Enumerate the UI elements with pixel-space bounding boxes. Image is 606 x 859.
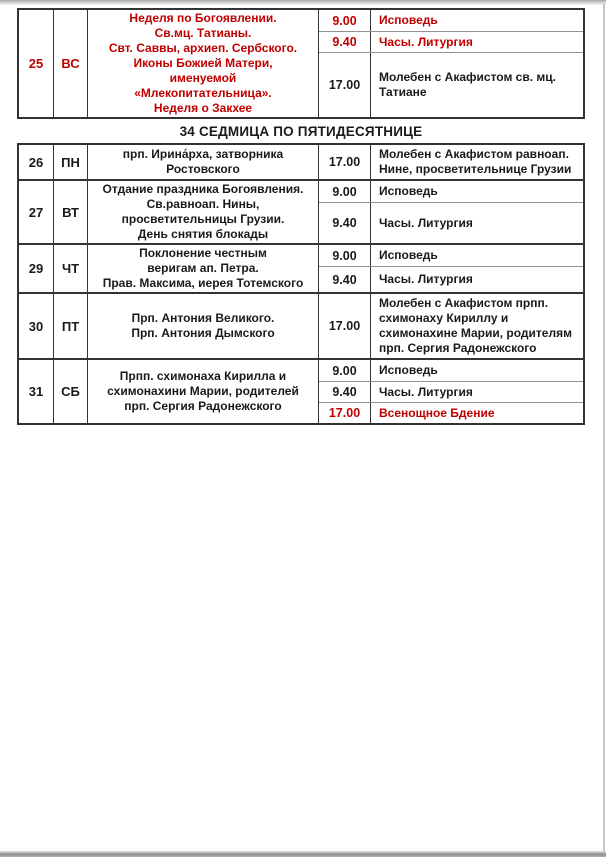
day-row <box>19 243 583 292</box>
service-row <box>319 360 583 381</box>
service-row <box>319 181 583 202</box>
service-name-cell: Молебен с Акафистом прпп. схимонаху Кириллу и схимонахине Марии, родителям прп. Сергия Радонежского <box>379 296 572 355</box>
date-cell: 26 <box>19 145 54 179</box>
date-cell: 31 <box>19 360 54 423</box>
services-column <box>319 360 583 423</box>
service-name-cell: Исповедь <box>379 184 438 198</box>
service-row <box>319 381 583 402</box>
description-line: Св.равноап. Нины, <box>146 197 260 211</box>
service-schedule <box>17 8 585 425</box>
service-name-cell: Часы. Литургия <box>379 384 473 399</box>
service-name-cell: Исповедь <box>379 363 438 377</box>
date-cell: 30 <box>19 294 54 358</box>
service-row <box>319 52 583 117</box>
service-row <box>319 266 583 292</box>
page-top-edge-shadow <box>0 0 606 5</box>
time-cell: 17.00 <box>319 145 371 179</box>
description-line: Поклонение честным <box>139 246 267 260</box>
services-column <box>319 145 583 179</box>
description-line: Неделя по Богоявлении. <box>129 11 277 25</box>
schedule-table-sunday <box>17 8 585 119</box>
time-cell: 9.00 <box>319 181 371 202</box>
description-line: Прп. Антония Великого. <box>131 311 275 325</box>
service-row <box>319 245 583 266</box>
description-line: Прпп. схимонаха Кирилла и <box>119 369 287 383</box>
description-line: День снятия блокады <box>137 227 269 241</box>
page-right-edge-shadow <box>603 4 605 851</box>
description-line: Иконы Божией Матери, <box>133 56 273 70</box>
description-line: схимонахини Марии, родителей <box>107 384 299 398</box>
description-cell <box>88 181 319 243</box>
service-row <box>319 10 583 31</box>
time-cell: 9.40 <box>319 32 371 52</box>
service-row <box>319 402 583 423</box>
day-of-week-cell: СБ <box>54 360 88 423</box>
time-cell: 17.00 <box>319 294 371 358</box>
service-name-cell: Исповедь <box>379 248 438 262</box>
day-of-week-cell: ЧТ <box>54 245 88 292</box>
schedule-table-weekdays <box>17 143 585 425</box>
service-name-cell: Всенощное Бдение <box>379 405 495 420</box>
time-cell: 9.00 <box>319 360 371 381</box>
time-cell: 9.40 <box>319 382 371 402</box>
description-line: именуемой <box>169 71 237 85</box>
day-row <box>19 10 583 117</box>
time-cell: 17.00 <box>319 53 371 117</box>
description-line: Ростовского <box>166 162 240 176</box>
description-cell <box>88 245 319 292</box>
description-cell <box>88 294 319 358</box>
services-column <box>319 294 583 358</box>
description-line: Св.мц. Татианы. <box>154 26 252 40</box>
service-name-cell: Исповедь <box>379 13 438 27</box>
time-cell: 17.00 <box>319 403 371 423</box>
service-name-cell: Часы. Литургия <box>379 34 473 49</box>
section-header: 34 СЕДМИЦА ПО ПЯТИДЕСЯТНИЦЕ <box>179 124 423 139</box>
day-row <box>19 145 583 179</box>
date-cell: 27 <box>19 181 54 243</box>
date-cell: 25 <box>19 10 54 117</box>
time-cell: 9.40 <box>319 203 371 243</box>
day-row <box>19 292 583 358</box>
time-cell: 9.40 <box>319 267 371 292</box>
service-row <box>319 145 583 179</box>
description-line: просветительницы Грузии. <box>121 212 285 226</box>
day-of-week-cell: ВТ <box>54 181 88 243</box>
service-name-cell: Часы. Литургия <box>379 215 473 230</box>
service-row <box>319 202 583 243</box>
service-name-cell: Молебен с Акафистом равноап. Нине, просветительнице Грузии <box>379 147 572 176</box>
date-cell: 29 <box>19 245 54 292</box>
service-row <box>319 294 583 358</box>
service-name-cell: Часы. Литургия <box>379 272 473 286</box>
description-line: Прп. Антония Дымского <box>131 326 275 340</box>
description-line: Свт. Саввы, архиеп. Сербского. <box>108 41 298 55</box>
description-cell <box>88 10 319 117</box>
service-row <box>319 31 583 52</box>
description-line: веригам ап. Петра. <box>147 261 259 275</box>
description-line: Отдание праздника Богоявления. <box>102 182 304 196</box>
description-cell <box>88 145 319 179</box>
description-line: Неделя о Закхее <box>153 101 253 115</box>
day-row <box>19 358 583 423</box>
day-of-week-cell: ВС <box>54 10 88 117</box>
description-line: Прав. Максима, иерея Тотемского <box>102 276 304 290</box>
day-of-week-cell: ПТ <box>54 294 88 358</box>
description-cell <box>88 360 319 423</box>
page-bottom-edge-shadow <box>0 851 606 857</box>
services-column <box>319 181 583 243</box>
services-column <box>319 10 583 117</box>
time-cell: 9.00 <box>319 10 371 31</box>
time-cell: 9.00 <box>319 245 371 266</box>
services-column <box>319 245 583 292</box>
description-line: прп. Сергия Радонежского <box>124 399 282 413</box>
description-line: прп. Ирина́рха, затворника <box>122 147 284 161</box>
description-line: «Млекопитательница». <box>134 86 272 100</box>
day-of-week-cell: ПН <box>54 145 88 179</box>
service-name-cell: Молебен с Акафистом св. мц. Татиане <box>379 70 556 99</box>
day-row <box>19 179 583 243</box>
